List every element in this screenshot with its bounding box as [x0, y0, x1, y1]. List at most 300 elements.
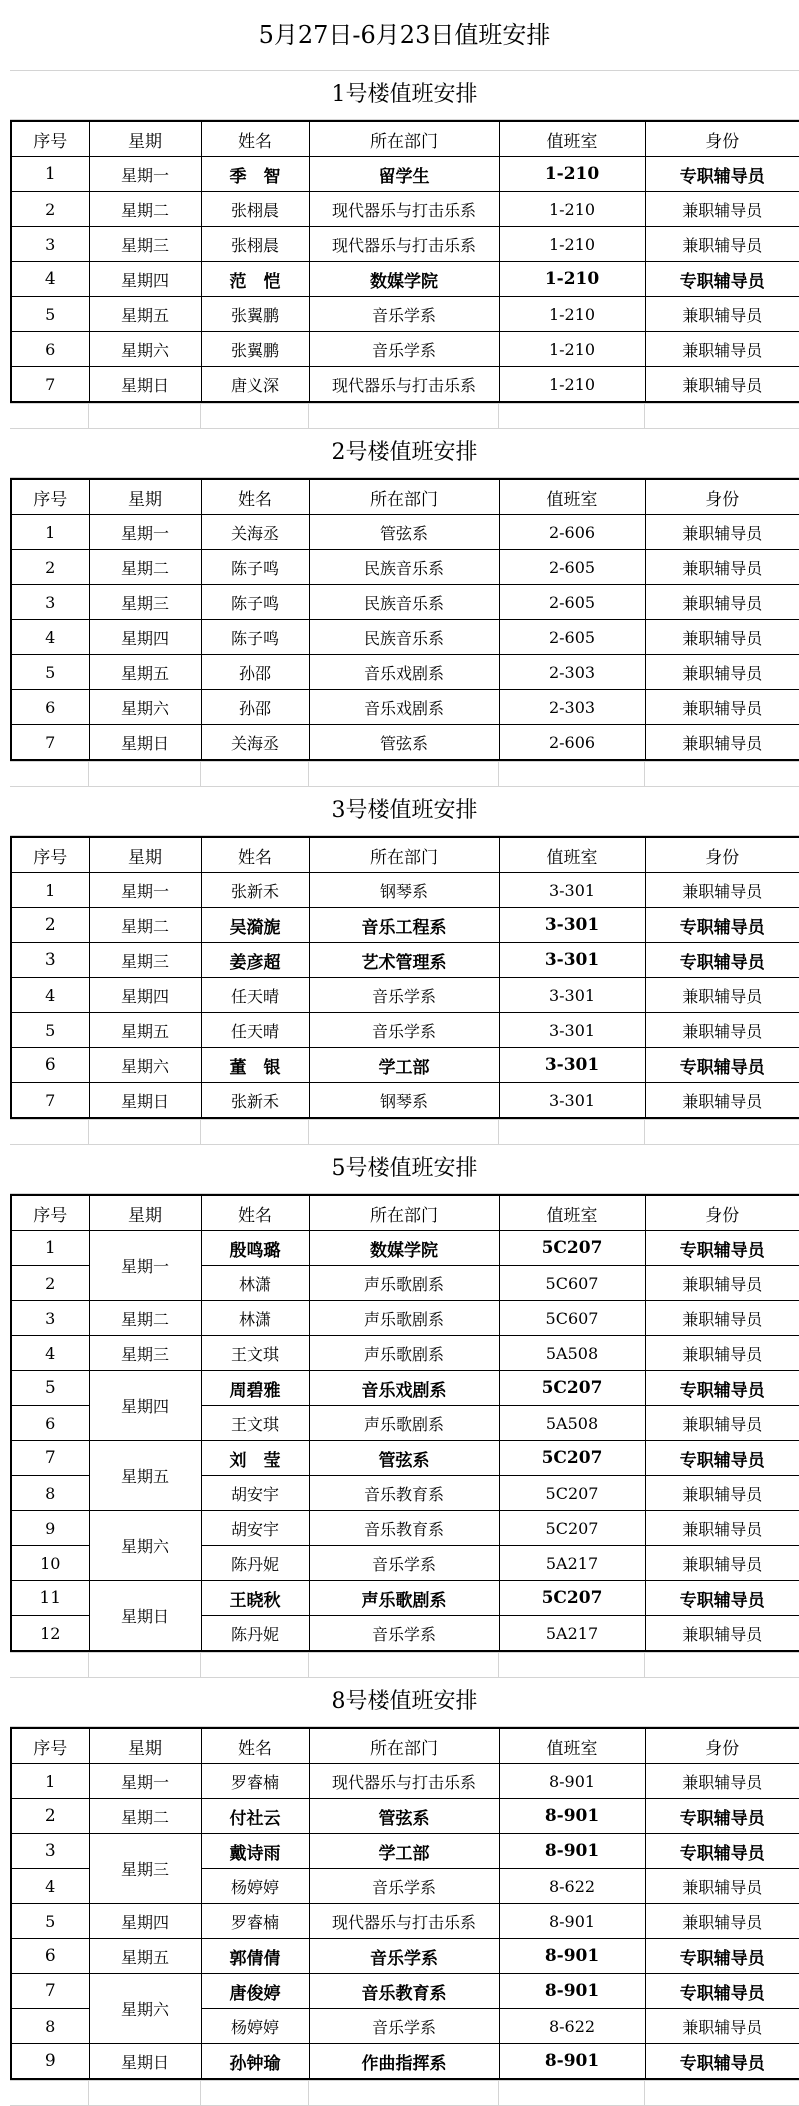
staff-role: 兼职辅导员: [645, 1083, 799, 1119]
weekday: 星期二: [89, 1301, 201, 1336]
schedule-table: [10, 478, 799, 761]
staff-role: 专职辅导员: [645, 1441, 799, 1476]
department: 管弦系: [309, 1799, 499, 1834]
weekday: 星期一: [89, 1231, 201, 1301]
department: 声乐歌剧系: [309, 1301, 499, 1336]
weekday: 星期二: [89, 550, 201, 585]
department: 民族音乐系: [309, 585, 499, 620]
header-row: [11, 837, 799, 873]
staff-name: 罗睿楠: [201, 1904, 309, 1939]
staff-role: 兼职辅导员: [645, 2009, 799, 2044]
table-row: [11, 1371, 799, 1406]
duty-room: 2-303: [499, 690, 645, 725]
column-header: 姓名: [201, 1195, 309, 1231]
department: 声乐歌剧系: [309, 1336, 499, 1371]
staff-name: 孙邵: [201, 655, 309, 690]
duty-room: 8-622: [499, 2009, 645, 2044]
staff-name: 孙钟瑜: [201, 2044, 309, 2080]
staff-role: 兼职辅导员: [645, 655, 799, 690]
weekday: 星期日: [89, 725, 201, 761]
department: 艺术管理系: [309, 943, 499, 978]
staff-name: 孙邵: [201, 690, 309, 725]
department: 音乐戏剧系: [309, 690, 499, 725]
row-number: 1: [11, 873, 89, 908]
column-header: 星期: [89, 1195, 201, 1231]
table-row: [11, 1336, 799, 1371]
section-title: 8号楼值班安排: [10, 1678, 799, 1727]
duty-room: 1-210: [499, 297, 645, 332]
row-number: 2: [11, 1266, 89, 1301]
staff-name: 董 银: [201, 1048, 309, 1083]
row-number: 3: [11, 943, 89, 978]
row-number: 4: [11, 978, 89, 1013]
column-header: 值班室: [499, 479, 645, 515]
staff-name: 郭倩倩: [201, 1939, 309, 1974]
row-number: 7: [11, 367, 89, 403]
section-spacer: [10, 1119, 799, 1145]
column-header: 姓名: [201, 121, 309, 157]
weekday: 星期六: [89, 1511, 201, 1581]
staff-name: 胡安宇: [201, 1511, 309, 1546]
staff-role: 专职辅导员: [645, 943, 799, 978]
duty-room: 5C207: [499, 1581, 645, 1616]
staff-name: 王文琪: [201, 1336, 309, 1371]
row-number: 7: [11, 1974, 89, 2009]
weekday: 星期五: [89, 1939, 201, 1974]
weekday: 星期一: [89, 1764, 201, 1799]
department: 钢琴系: [309, 873, 499, 908]
duty-room: 2-606: [499, 515, 645, 550]
header-row: [11, 1195, 799, 1231]
staff-name: 罗睿楠: [201, 1764, 309, 1799]
duty-room: 8-901: [499, 1799, 645, 1834]
duty-room: 8-901: [499, 1974, 645, 2009]
column-header: 姓名: [201, 837, 309, 873]
schedule-table: [10, 120, 799, 403]
table-row: [11, 873, 799, 908]
row-number: 10: [11, 1546, 89, 1581]
department: 音乐学系: [309, 297, 499, 332]
column-header: 身份: [645, 121, 799, 157]
weekday: 星期六: [89, 690, 201, 725]
department: 音乐学系: [309, 1546, 499, 1581]
staff-name: 张翼鹏: [201, 297, 309, 332]
table-row: [11, 367, 799, 403]
column-header: 姓名: [201, 479, 309, 515]
staff-role: 兼职辅导员: [645, 873, 799, 908]
weekday: 星期五: [89, 655, 201, 690]
column-header: 身份: [645, 479, 799, 515]
row-number: 6: [11, 1048, 89, 1083]
table-row: [11, 690, 799, 725]
column-header: 值班室: [499, 121, 645, 157]
duty-room: 5C207: [499, 1441, 645, 1476]
weekday: 星期五: [89, 1441, 201, 1511]
staff-name: 陈子鸣: [201, 550, 309, 585]
weekday: 星期四: [89, 978, 201, 1013]
staff-name: 张栩晨: [201, 227, 309, 262]
header-row: [11, 121, 799, 157]
staff-role: 兼职辅导员: [645, 515, 799, 550]
staff-role: 兼职辅导员: [645, 1511, 799, 1546]
duty-room: 5C207: [499, 1371, 645, 1406]
weekday: 星期六: [89, 332, 201, 367]
department: 现代器乐与打击乐系: [309, 227, 499, 262]
building-section: [10, 429, 799, 787]
staff-name: 刘 莹: [201, 1441, 309, 1476]
duty-schedule-sheet: [10, 0, 799, 2106]
weekday: 星期四: [89, 620, 201, 655]
department: 学工部: [309, 1048, 499, 1083]
staff-name: 杨婷婷: [201, 1869, 309, 1904]
column-header: 星期: [89, 121, 201, 157]
duty-room: 8-622: [499, 1869, 645, 1904]
weekday: 星期二: [89, 1799, 201, 1834]
weekday: 星期三: [89, 943, 201, 978]
staff-role: 专职辅导员: [645, 157, 799, 192]
staff-name: 关海丞: [201, 515, 309, 550]
weekday: 星期二: [89, 908, 201, 943]
table-row: [11, 943, 799, 978]
table-row: [11, 227, 799, 262]
staff-role: 兼职辅导员: [645, 297, 799, 332]
duty-room: 1-210: [499, 262, 645, 297]
row-number: 2: [11, 550, 89, 585]
weekday: 星期日: [89, 367, 201, 403]
table-row: [11, 332, 799, 367]
staff-role: 专职辅导员: [645, 908, 799, 943]
staff-role: 专职辅导员: [645, 262, 799, 297]
staff-name: 林潇: [201, 1266, 309, 1301]
column-header: 身份: [645, 1195, 799, 1231]
staff-role: 兼职辅导员: [645, 1869, 799, 1904]
duty-room: 3-301: [499, 1083, 645, 1119]
staff-name: 周碧雅: [201, 1371, 309, 1406]
duty-room: 5A508: [499, 1406, 645, 1441]
row-number: 9: [11, 2044, 89, 2080]
department: 管弦系: [309, 515, 499, 550]
staff-name: 殷鸣璐: [201, 1231, 309, 1266]
staff-role: 专职辅导员: [645, 1939, 799, 1974]
staff-name: 杨婷婷: [201, 2009, 309, 2044]
row-number: 1: [11, 157, 89, 192]
row-number: 1: [11, 1231, 89, 1266]
weekday: 星期三: [89, 227, 201, 262]
staff-role: 专职辅导员: [645, 1048, 799, 1083]
column-header: 值班室: [499, 837, 645, 873]
row-number: 5: [11, 1371, 89, 1406]
table-row: [11, 655, 799, 690]
staff-role: 兼职辅导员: [645, 367, 799, 403]
table-row: [11, 1301, 799, 1336]
staff-name: 胡安宇: [201, 1476, 309, 1511]
department: 数媒学院: [309, 262, 499, 297]
section-title: 3号楼值班安排: [10, 787, 799, 836]
column-header: 值班室: [499, 1195, 645, 1231]
row-number: 8: [11, 1476, 89, 1511]
table-row: [11, 585, 799, 620]
staff-name: 任天晴: [201, 978, 309, 1013]
schedule-table: [10, 836, 799, 1119]
table-row: [11, 978, 799, 1013]
staff-role: 兼职辅导员: [645, 620, 799, 655]
schedule-table: [10, 1194, 799, 1652]
schedule-table: [10, 1727, 799, 2080]
column-header: 姓名: [201, 1728, 309, 1764]
staff-name: 张新禾: [201, 1083, 309, 1119]
department: 现代器乐与打击乐系: [309, 367, 499, 403]
duty-room: 8-901: [499, 1834, 645, 1869]
table-row: [11, 620, 799, 655]
department: 音乐学系: [309, 332, 499, 367]
weekday: 星期四: [89, 262, 201, 297]
staff-name: 张翼鹏: [201, 332, 309, 367]
column-header: 序号: [11, 1728, 89, 1764]
duty-room: 1-210: [499, 157, 645, 192]
duty-room: 5C607: [499, 1301, 645, 1336]
column-header: 值班室: [499, 1728, 645, 1764]
table-row: [11, 1048, 799, 1083]
staff-name: 任天晴: [201, 1013, 309, 1048]
staff-name: 张栩晨: [201, 192, 309, 227]
staff-role: 兼职辅导员: [645, 192, 799, 227]
department: 声乐歌剧系: [309, 1406, 499, 1441]
section-spacer: [10, 1652, 799, 1678]
staff-role: 兼职辅导员: [645, 725, 799, 761]
row-number: 4: [11, 620, 89, 655]
row-number: 12: [11, 1616, 89, 1652]
staff-role: 兼职辅导员: [645, 227, 799, 262]
weekday: 星期日: [89, 2044, 201, 2080]
staff-role: 兼职辅导员: [645, 1764, 799, 1799]
duty-room: 5A217: [499, 1546, 645, 1581]
column-header: 身份: [645, 837, 799, 873]
weekday: 星期一: [89, 873, 201, 908]
table-row: [11, 262, 799, 297]
department: 声乐歌剧系: [309, 1581, 499, 1616]
sections-container: [10, 71, 799, 2106]
department: 现代器乐与打击乐系: [309, 192, 499, 227]
staff-role: 兼职辅导员: [645, 1546, 799, 1581]
page-title: 5月27日-6月23日值班安排: [10, 0, 799, 71]
staff-role: 兼职辅导员: [645, 1616, 799, 1652]
department: 音乐教育系: [309, 1974, 499, 2009]
table-row: [11, 157, 799, 192]
building-section: [10, 1678, 799, 2106]
weekday: 星期六: [89, 1048, 201, 1083]
header-row: [11, 1728, 799, 1764]
duty-room: 3-301: [499, 1013, 645, 1048]
duty-room: 2-606: [499, 725, 645, 761]
table-row: [11, 550, 799, 585]
staff-role: 兼职辅导员: [645, 1013, 799, 1048]
staff-name: 关海丞: [201, 725, 309, 761]
staff-name: 林潇: [201, 1301, 309, 1336]
staff-name: 付社云: [201, 1799, 309, 1834]
staff-role: 兼职辅导员: [645, 332, 799, 367]
department: 现代器乐与打击乐系: [309, 1904, 499, 1939]
row-number: 6: [11, 690, 89, 725]
column-header: 所在部门: [309, 1728, 499, 1764]
staff-role: 兼职辅导员: [645, 1476, 799, 1511]
staff-role: 专职辅导员: [645, 1581, 799, 1616]
row-number: 3: [11, 1301, 89, 1336]
duty-room: 1-210: [499, 227, 645, 262]
duty-room: 2-303: [499, 655, 645, 690]
department: 音乐教育系: [309, 1476, 499, 1511]
column-header: 序号: [11, 121, 89, 157]
row-number: 2: [11, 192, 89, 227]
staff-role: 兼职辅导员: [645, 550, 799, 585]
duty-room: 8-901: [499, 2044, 645, 2080]
duty-room: 5C607: [499, 1266, 645, 1301]
department: 音乐学系: [309, 1013, 499, 1048]
department: 现代器乐与打击乐系: [309, 1764, 499, 1799]
department: 音乐教育系: [309, 1511, 499, 1546]
staff-name: 陈丹妮: [201, 1616, 309, 1652]
table-row: [11, 1904, 799, 1939]
duty-room: 3-301: [499, 943, 645, 978]
header-row: [11, 479, 799, 515]
row-number: 1: [11, 515, 89, 550]
department: 管弦系: [309, 725, 499, 761]
row-number: 3: [11, 227, 89, 262]
staff-name: 王晓秋: [201, 1581, 309, 1616]
weekday: 星期六: [89, 1974, 201, 2044]
duty-room: 5C207: [499, 1231, 645, 1266]
department: 音乐学系: [309, 978, 499, 1013]
table-row: [11, 1581, 799, 1616]
staff-role: 专职辅导员: [645, 1371, 799, 1406]
column-header: 身份: [645, 1728, 799, 1764]
duty-room: 3-301: [499, 873, 645, 908]
weekday: 星期二: [89, 192, 201, 227]
department: 音乐学系: [309, 1869, 499, 1904]
column-header: 所在部门: [309, 479, 499, 515]
staff-name: 陈丹妮: [201, 1546, 309, 1581]
row-number: 5: [11, 1013, 89, 1048]
table-row: [11, 297, 799, 332]
staff-name: 吴漪旎: [201, 908, 309, 943]
weekday: 星期一: [89, 157, 201, 192]
staff-role: 专职辅导员: [645, 2044, 799, 2080]
column-header: 星期: [89, 1728, 201, 1764]
weekday: 星期五: [89, 297, 201, 332]
row-number: 2: [11, 908, 89, 943]
department: 声乐歌剧系: [309, 1266, 499, 1301]
department: 音乐戏剧系: [309, 1371, 499, 1406]
staff-role: 专职辅导员: [645, 1231, 799, 1266]
weekday: 星期一: [89, 515, 201, 550]
department: 作曲指挥系: [309, 2044, 499, 2080]
table-row: [11, 1441, 799, 1476]
staff-role: 专职辅导员: [645, 1834, 799, 1869]
duty-room: 2-605: [499, 585, 645, 620]
column-header: 所在部门: [309, 1195, 499, 1231]
weekday: 星期五: [89, 1013, 201, 1048]
staff-role: 兼职辅导员: [645, 1406, 799, 1441]
department: 数媒学院: [309, 1231, 499, 1266]
row-number: 3: [11, 1834, 89, 1869]
row-number: 4: [11, 262, 89, 297]
staff-name: 张新禾: [201, 873, 309, 908]
duty-room: 1-210: [499, 192, 645, 227]
row-number: 6: [11, 1406, 89, 1441]
table-row: [11, 2044, 799, 2080]
weekday: 星期日: [89, 1083, 201, 1119]
weekday: 星期日: [89, 1581, 201, 1652]
duty-room: 3-301: [499, 908, 645, 943]
staff-name: 范 恺: [201, 262, 309, 297]
table-row: [11, 1799, 799, 1834]
row-number: 2: [11, 1799, 89, 1834]
row-number: 4: [11, 1336, 89, 1371]
staff-name: 姜彦超: [201, 943, 309, 978]
duty-room: 2-605: [499, 550, 645, 585]
staff-role: 兼职辅导员: [645, 690, 799, 725]
table-row: [11, 1083, 799, 1119]
staff-role: 兼职辅导员: [645, 1336, 799, 1371]
staff-name: 陈子鸣: [201, 585, 309, 620]
duty-room: 8-901: [499, 1939, 645, 1974]
building-section: [10, 787, 799, 1145]
column-header: 星期: [89, 837, 201, 873]
column-header: 所在部门: [309, 121, 499, 157]
duty-room: 5C207: [499, 1476, 645, 1511]
duty-room: 2-605: [499, 620, 645, 655]
duty-room: 8-901: [499, 1904, 645, 1939]
duty-room: 8-901: [499, 1764, 645, 1799]
staff-role: 兼职辅导员: [645, 585, 799, 620]
duty-room: 3-301: [499, 1048, 645, 1083]
row-number: 5: [11, 297, 89, 332]
department: 管弦系: [309, 1441, 499, 1476]
column-header: 序号: [11, 479, 89, 515]
column-header: 星期: [89, 479, 201, 515]
table-row: [11, 725, 799, 761]
staff-role: 兼职辅导员: [645, 1904, 799, 1939]
section-title: 2号楼值班安排: [10, 429, 799, 478]
column-header: 序号: [11, 1195, 89, 1231]
staff-role: 兼职辅导员: [645, 1266, 799, 1301]
row-number: 6: [11, 1939, 89, 1974]
duty-room: 5A508: [499, 1336, 645, 1371]
weekday: 星期四: [89, 1904, 201, 1939]
row-number: 7: [11, 725, 89, 761]
weekday: 星期三: [89, 585, 201, 620]
row-number: 7: [11, 1083, 89, 1119]
column-header: 所在部门: [309, 837, 499, 873]
row-number: 5: [11, 1904, 89, 1939]
table-row: [11, 1834, 799, 1869]
staff-name: 唐俊婷: [201, 1974, 309, 2009]
table-row: [11, 1013, 799, 1048]
staff-name: 王文琪: [201, 1406, 309, 1441]
row-number: 6: [11, 332, 89, 367]
row-number: 3: [11, 585, 89, 620]
table-row: [11, 1231, 799, 1266]
duty-room: 1-210: [499, 367, 645, 403]
row-number: 9: [11, 1511, 89, 1546]
staff-role: 专职辅导员: [645, 1974, 799, 2009]
section-spacer: [10, 761, 799, 787]
row-number: 1: [11, 1764, 89, 1799]
table-row: [11, 1939, 799, 1974]
section-title: 1号楼值班安排: [10, 71, 799, 120]
section-title: 5号楼值班安排: [10, 1145, 799, 1194]
row-number: 11: [11, 1581, 89, 1616]
weekday: 星期三: [89, 1336, 201, 1371]
